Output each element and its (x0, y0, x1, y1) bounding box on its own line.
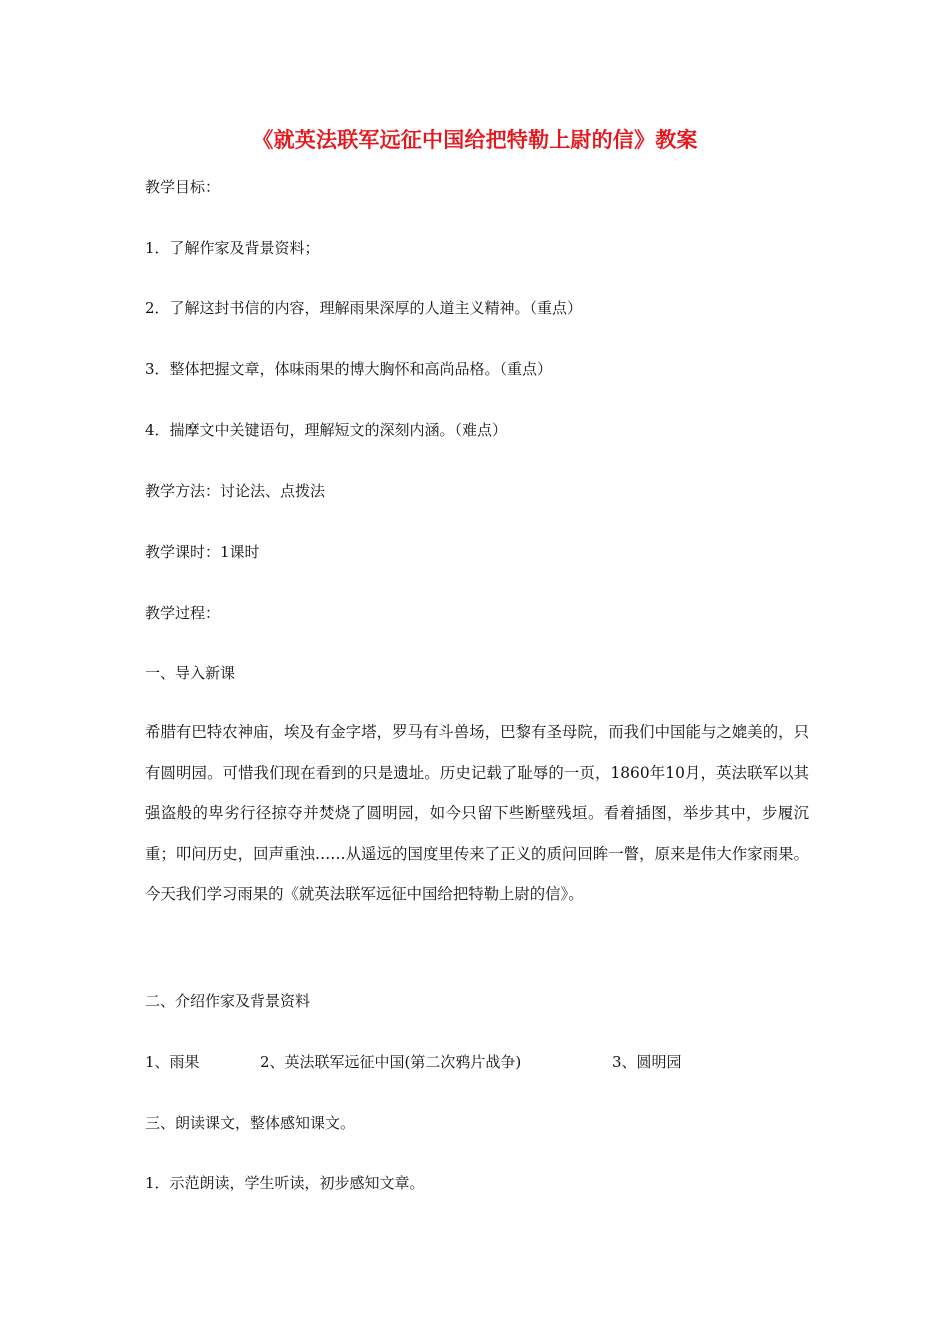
section3-step-1: 1．示范朗读，学生听读，初步感知文章。 (145, 1174, 425, 1192)
objective-item-3: 3．整体把握文章，体味雨果的博大胸怀和高尚品格。（重点） (145, 360, 553, 378)
objectives-heading: 教学目标： (145, 178, 221, 196)
objective-item-2: 2．了解这封书信的内容，理解雨果深厚的人道主义精神。（重点） (145, 299, 583, 317)
teaching-method: 教学方法：讨论法、点拨法 (145, 482, 326, 500)
teaching-hours: 教学课时：1课时 (145, 543, 260, 561)
section1-body: 希腊有巴特农神庙，埃及有金字塔，罗马有斗兽场，巴黎有圣母院，而我们中国能与之媲美的，只有圆明园。可惜我们现在看到的只是遗址。历史记载了耻辱的一页，1860年10月，英法联军以其强盗般的卑劣行径掠夺并焚烧了圆明园，如今只留下些断壁残垣。看着插图，举步其中，步履沉重；叩问历史，回声重浊……从遥远的国度里传来了正义的质问回眸一瞥，原来是伟大作家雨果。今天我们学习雨果的《就英法联军远征中国给把特勒上尉的信》。 (145, 723, 809, 903)
process-heading: 教学过程： (145, 604, 221, 622)
section3-heading: 三、朗读课文，整体感知课文。 (145, 1114, 356, 1132)
section2-heading: 二、介绍作家及背景资料 (145, 992, 311, 1010)
objective-item-1: 1．了解作家及背景资料； (145, 239, 320, 257)
document-title: 《就英法联军远征中国给把特勒上尉的信》教案 (252, 127, 698, 152)
section2-item-3: 3、圆明园 (612, 1053, 682, 1071)
objective-item-4: 4．揣摩文中关键语句，理解短文的深刻内涵。（难点） (145, 421, 508, 439)
section2-item-1: 1、雨果 (145, 1053, 200, 1071)
section1-heading: 一、导入新课 (145, 664, 236, 682)
section2-item-2: 2、英法联军远征中国(第二次鸦片战争) (260, 1053, 522, 1071)
section2-item-list (145, 1051, 809, 1073)
